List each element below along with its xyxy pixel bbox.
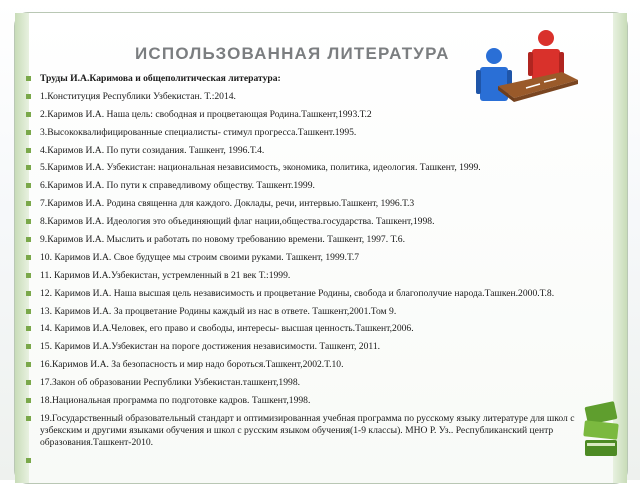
empty-list-item xyxy=(26,455,604,463)
list-item: 18.Национальная программа по подготовке кадров. Ташкент,1998. xyxy=(26,395,604,407)
slide-title: ИСПОЛЬЗОВАННАЯ ЛИТЕРАТУРА xyxy=(135,44,450,63)
list-item: 17.Закон об образовании Республики Узбекистан.ташкент,1998. xyxy=(26,377,604,389)
list-item: 2.Каримов И.А. Наша цель: свободная и процветающая Родина.Ташкент,1993.Т.2 xyxy=(26,109,604,121)
list-item: 8.Каримов И.А. Идеология это объединяющий флаг нации,общества.государства. Ташкент,1998. xyxy=(26,216,604,228)
list-item: 3.Высококвалифицированные специалисты- стимул прогресса.Ташкент.1995. xyxy=(26,127,604,139)
list-item: 11. Каримов И.А.Узбекистан, устремленный в 21 век Т.:1999. xyxy=(26,270,604,282)
list-item: 5.Каримов И.А. Узбекистан: национальная независимость, экономика, политика, идеология. Ташкент, 1999. xyxy=(26,162,604,174)
list-item: 15. Каримов И.А.Узбекистан на пороге достижения независимости. Ташкент, 2011. xyxy=(26,341,604,353)
list-item: 4.Каримов И.А. По пути созидания. Ташкент, 1996.Т.4. xyxy=(26,145,604,157)
references-list xyxy=(26,73,604,469)
list-item: 16.Каримов И.А. За безопасность и мир надо бороться.Ташкент,2002.Т.10. xyxy=(26,359,604,371)
list-item: 13. Каримов И.А. За процветание Родины каждый из нас в ответе. Ташкент,2001.Том 9. xyxy=(26,306,604,318)
list-item: 10. Каримов И.А. Свое будущее мы строим своими руками. Ташкент, 1999.Т.7 xyxy=(26,252,604,264)
list-heading: Труды И.А.Каримова и общеполитическая литература: xyxy=(26,73,604,85)
list-item: 19.Государственный образовательный стандарт и оптимизированная учебная программа по русскому языку литературе для школ с узбекским и другими языками обучения и школ с русским языком обучения(1-9 классы). МНО Р. Уз.. Республиканский центр образования.Ташкент-2010. xyxy=(26,413,604,449)
books-stack-icon xyxy=(580,400,624,462)
list-item: 9.Каримов И.А. Мыслить и работать по новому требованию времени. Ташкент, 1997. Т.6. xyxy=(26,234,604,246)
list-item: 14. Каримов И.А.Человек, его право и свободы, интересы- высшая ценность.Ташкент,2006. xyxy=(26,323,604,335)
list-item: 6.Каримов И.А. По пути к справедливому обществу. Ташкент.1999. xyxy=(26,180,604,192)
list-item: 12. Каримов И.А. Наша высшая цель независимость и процветание Родины, свобода и благополучие народа.Ташкен.2000.Т.8. xyxy=(26,288,604,300)
list-item: 7.Каримов И.А. Родина священна для каждого. Доклады, речи, интервью.Ташкент, 1996.Т.3 xyxy=(26,198,604,210)
list-item: 1.Конституция Республики Узбекистан. Т.:2014. xyxy=(26,91,604,103)
